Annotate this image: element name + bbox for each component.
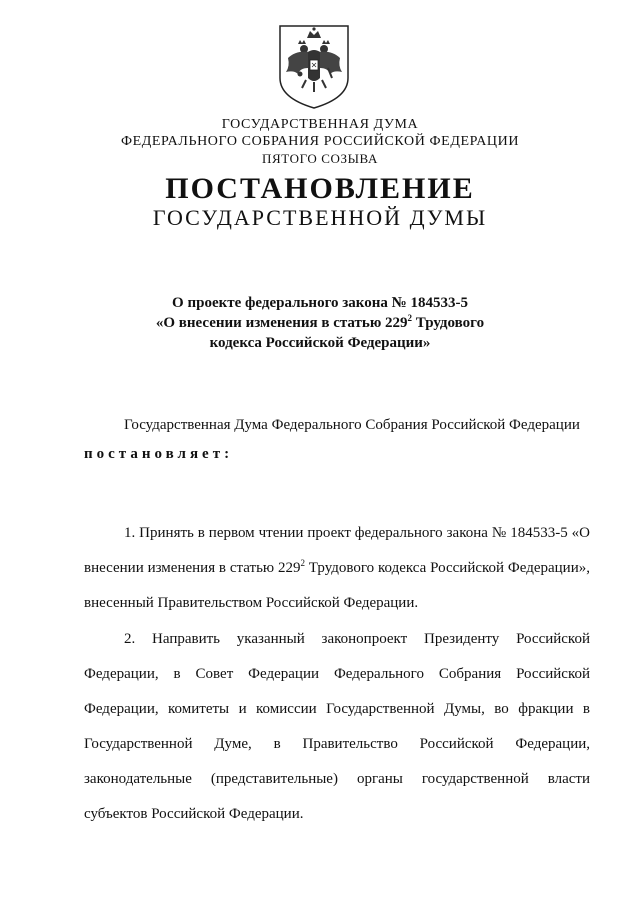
decree-word: постановляет: — [84, 446, 234, 462]
header-line-2: ФЕДЕРАЛЬНОГО СОБРАНИЯ РОССИЙСКОЙ ФЕДЕРАЦИИ — [120, 134, 520, 149]
header-line-1: ГОСУДАРСТВЕННАЯ ДУМА — [221, 117, 419, 132]
subject-line-1: О проекте федерального закона № 184533-5 — [172, 295, 468, 311]
intro-paragraph: Государственная Дума Федерального Собрания Российской Федерации — [124, 417, 580, 433]
subject-superscript: 2 — [407, 313, 413, 323]
document-title: ПОСТАНОВЛЕНИЕ — [165, 172, 475, 205]
subject-line-2 — [100, 313, 540, 333]
document-subject — [100, 293, 540, 353]
paragraph-2: 2. Направить указанный законопроект Президенту Российской Федерации, в Совет Федерации Федерального Собрания Российской Федерации, комитеты и комиссии Государственной Думы, во фракции в Государственной Думе, в Правительство Российской Федерации, законодательные (представительные) органы государственной власти субъектов Российской Федерации. — [84, 631, 590, 822]
paragraph-1-tail: Трудового кодекса Российской Федерации», внесенный Правительством Российской Федерации. — [84, 560, 590, 611]
paragraph-1-text: 1. Принять в первом чтении проект федерального закона № 184533-5 «О внесении изменения в статью 229 — [84, 525, 590, 576]
subject-line-2-text: «О внесении изменения в статью 229 — [155, 315, 408, 331]
paragraph-1-superscript: 2 — [300, 558, 305, 568]
header-line-3: ПЯТОГО СОЗЫВА — [262, 151, 378, 166]
subject-line-3: кодекса Российской Федерации» — [209, 335, 431, 351]
russian-coat-of-arms-icon — [276, 22, 352, 110]
document-subtitle: ГОСУДАРСТВЕННОЙ ДУМЫ — [152, 205, 488, 230]
subject-line-2-tail: Трудового — [412, 315, 485, 331]
paragraph-1 — [84, 516, 590, 621]
